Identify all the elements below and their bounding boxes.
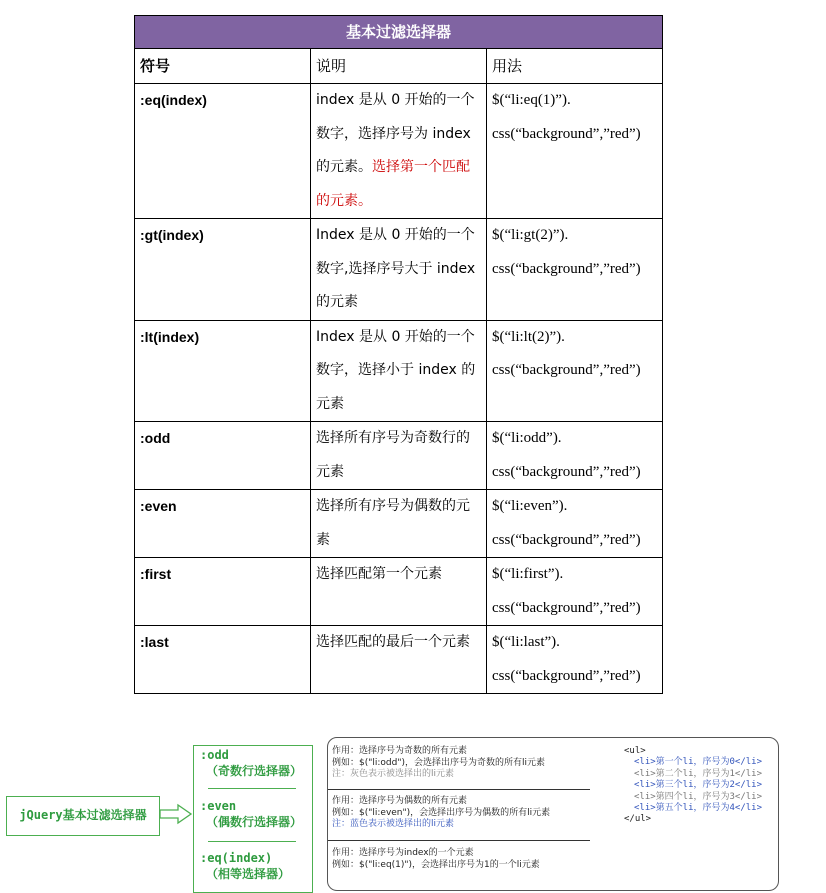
usage-css-call: css(“background”,”red”)	[492, 260, 641, 277]
usage-selector: $(“li:eq(1)”).	[492, 92, 571, 108]
row-description	[311, 320, 487, 422]
row-symbol: :last	[135, 626, 311, 694]
code-line: <li>第五个li，序号为4</li>	[634, 803, 763, 814]
description-text: 选择所有序号为奇数行的元素	[316, 430, 470, 480]
usage-selector: $(“li:last”).	[492, 634, 560, 650]
row-description	[311, 490, 487, 558]
usage-css-call: css(“background”,”red”)	[492, 125, 641, 142]
row-usage	[487, 320, 663, 422]
description-text: Index 是从 0 开始的一个数字,选择序号大于 index 的元素	[316, 227, 476, 310]
doc-block-odd	[332, 746, 594, 781]
usage-selector: $(“li:lt(2)”).	[492, 328, 565, 345]
doc-purpose: 作用：选择序号为偶数的所有元素	[332, 796, 468, 806]
row-description	[311, 422, 487, 490]
row-usage	[487, 558, 663, 626]
doc-block-even	[332, 796, 594, 831]
usage-css-call: css(“background”,”red”)	[492, 599, 641, 616]
table-row	[135, 490, 663, 558]
basic-filter-selector-table	[134, 15, 663, 694]
row-usage	[487, 422, 663, 490]
arrow-right-icon	[159, 803, 193, 825]
option-desc: （相等选择器）	[206, 867, 291, 881]
description-text: index 是从 0 开始的一个数字，选择序号为 index 的元素。	[316, 92, 475, 175]
doc-example: 例如：$("li:odd")，会选择出序号为奇数的所有li元素	[332, 757, 545, 768]
option-name: :odd	[200, 748, 229, 762]
header-usage: 用法	[487, 49, 663, 84]
row-symbol: :lt(index)	[135, 320, 311, 422]
root-label: jQuery基本过滤选择器	[19, 808, 147, 822]
row-symbol: :even	[135, 490, 311, 558]
jquery-filter-root-box	[6, 796, 160, 836]
usage-selector: $(“li:odd”).	[492, 430, 562, 446]
code-close-tag: </ul>	[624, 814, 652, 825]
code-line: <li>第二个li，序号为1</li>	[634, 768, 763, 779]
html-code-sample	[624, 746, 762, 826]
table-row	[135, 626, 663, 694]
table-row	[135, 84, 663, 219]
row-description	[311, 626, 487, 694]
table-row	[135, 320, 663, 422]
usage-css-call: css(“background”,”red”)	[492, 362, 641, 378]
row-description	[311, 558, 487, 626]
code-line: <li>第四个li，序号为3</li>	[634, 791, 763, 802]
option-desc: （奇数行选择器）	[206, 764, 303, 778]
row-usage	[487, 490, 663, 558]
divider	[208, 788, 296, 789]
description-highlight: 选择第一个匹配的元素。	[316, 159, 470, 209]
table-row	[135, 219, 663, 321]
description-text: 选择匹配第一个元素	[316, 566, 442, 582]
filter-selector-diagram	[0, 735, 826, 893]
usage-selector: $(“li:even”).	[492, 498, 568, 514]
header-symbol: 符号	[135, 49, 311, 84]
doc-note: 注：蓝色表示被选择出的li元素	[332, 819, 455, 829]
row-usage	[487, 626, 663, 694]
code-line: <li>第一个li，序号为0</li>	[634, 757, 763, 768]
usage-selector: $(“li:gt(2)”).	[492, 227, 569, 243]
option-name: :even	[200, 799, 237, 813]
option-eq	[200, 850, 308, 882]
usage-css-call: css(“background”,”red”)	[492, 463, 641, 480]
table-title: 基本过滤选择器	[135, 16, 663, 49]
doc-example: 例如：$("li:eq(1)")，会选择出序号为1的一个li元素	[332, 859, 540, 870]
doc-note: 注：灰色表示被选择出的li元素	[332, 769, 455, 779]
header-description: 说明	[311, 49, 487, 84]
option-name: :eq(index)	[200, 851, 273, 865]
table-row	[135, 558, 663, 626]
row-description	[311, 84, 487, 219]
doc-block-eq	[332, 848, 594, 871]
row-usage	[487, 219, 663, 321]
usage-css-call: css(“background”,”red”)	[492, 667, 641, 684]
table-row	[135, 422, 663, 490]
option-even	[200, 798, 308, 830]
option-odd	[200, 747, 308, 779]
description-text: 选择匹配的最后一个元素	[316, 634, 470, 650]
option-desc: （偶数行选择器）	[206, 815, 303, 829]
divider	[328, 789, 590, 790]
row-symbol: :gt(index)	[135, 219, 311, 321]
doc-example: 例如：$("li:even")，会选择出序号为偶数的所有li元素	[332, 807, 551, 818]
row-description	[311, 219, 487, 321]
row-symbol: :eq(index)	[135, 84, 311, 219]
selector-options-box	[193, 745, 313, 893]
row-symbol: :first	[135, 558, 311, 626]
description-text: 选择所有序号为偶数的元素	[316, 498, 470, 548]
doc-purpose: 作用：选择序号为index的一个元素	[332, 848, 474, 858]
code-open-tag: <ul>	[624, 746, 646, 756]
row-symbol: :odd	[135, 422, 311, 490]
usage-selector: $(“li:first”).	[492, 566, 564, 582]
divider	[328, 840, 590, 841]
row-usage	[487, 84, 663, 219]
doc-purpose: 作用：选择序号为奇数的所有元素	[332, 746, 468, 756]
code-line: <li>第三个li，序号为2</li>	[634, 780, 763, 791]
description-text: Index 是从 0 开始的一个数字，选择小于 index 的元素	[316, 328, 476, 412]
usage-css-call: css(“background”,”red”)	[492, 531, 641, 548]
selector-doc-panel	[327, 737, 779, 891]
divider	[208, 841, 296, 842]
